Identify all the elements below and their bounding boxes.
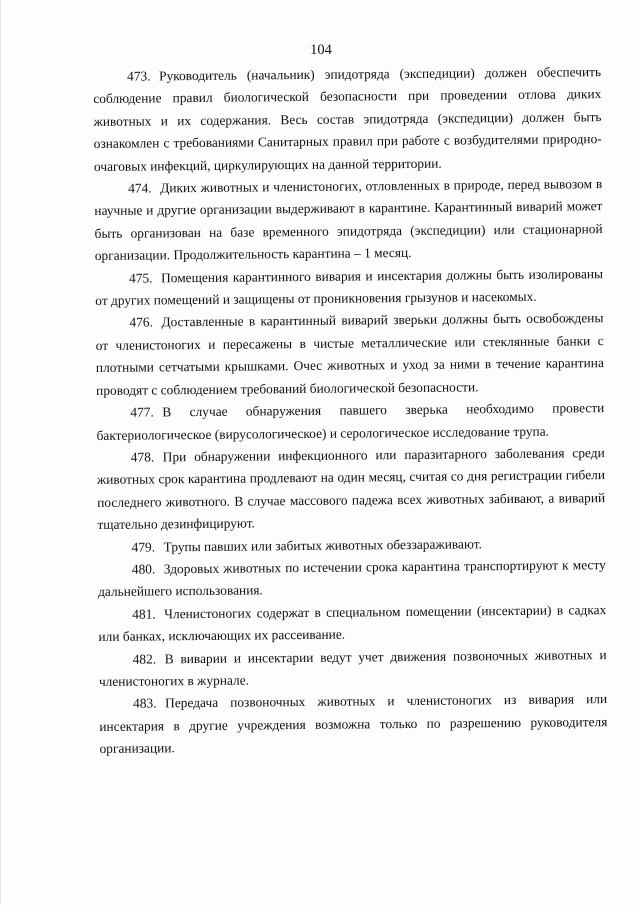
paragraph-text: Трупы павших или забитых животных обеззараживают. xyxy=(163,535,482,554)
paragraph-number: 481. xyxy=(132,606,156,622)
paragraph-number: 478. xyxy=(130,449,155,465)
paragraph-482 xyxy=(99,644,607,694)
paragraph-478 xyxy=(97,442,606,536)
paragraph-number: 482. xyxy=(132,650,157,667)
paragraph-475 xyxy=(95,263,603,313)
paragraph-number: 483. xyxy=(133,695,157,712)
page-number: 104 xyxy=(310,42,332,58)
paragraph-483 xyxy=(99,688,608,760)
paragraph-text: При обнаружении инфекционного или паразитарного заболевания среди животных срок карантина продлевают на один месяц, считая со дня регистрации гибели последнего животного. В случае массового падежа всех животных забивают, а виварий тщательно дезинфицируют. xyxy=(96,445,606,533)
paragraph-476 xyxy=(95,308,604,402)
document-body xyxy=(93,61,608,760)
paragraph-473 xyxy=(93,61,602,178)
paragraph-text: Диких животных и членистоногих, отловленных в природе, перед вывозом в научные и другие организации выдерживают в карантине. Карантинный виварий может быть организован на базе временного эпидотряда (экспедиции) или стационарной организации. Продолжительность карантина – 1 месяц. xyxy=(94,176,603,264)
paragraph-number: 473. xyxy=(127,68,151,84)
paragraph-number: 475. xyxy=(128,270,153,286)
paragraph-477 xyxy=(96,397,604,447)
paragraph-474 xyxy=(94,173,603,267)
paragraph-481 xyxy=(98,599,606,649)
paragraph-number: 480. xyxy=(131,561,156,577)
paragraph-480 xyxy=(98,554,606,604)
paragraph-number: 474. xyxy=(128,180,152,196)
paragraph-text: Членистоногих содержат в специальном помещении (инсектарии) в садках или банках, исключающих их рассеивание. xyxy=(98,601,607,645)
paragraph-text: Здоровых животных по истечении срока карантина транспортируют к месту дальнейшего использования. xyxy=(97,557,606,600)
paragraph-text: Доставленные в карантинный виварий зверьки должны быть освобождены от членистоногих и пересажены в чистые металлические или стеклянные банки с плотными сетчатыми крышками. Очес животных и уход за ними в течение карантина проводят с соблюдением требований биологической безопасности. xyxy=(95,310,604,398)
paragraph-text: Помещения карантинного вивария и инсектария должны быть изолированы от других помещений и защищены от проникновения грызунов и насекомых. xyxy=(95,265,604,309)
paragraph-number: 476. xyxy=(129,314,153,331)
paragraph-text: В виварии и инсектарии ведут учет движения позвоночных животных и членистоногих в журнале. xyxy=(98,646,607,689)
paragraph-text: Руководитель (начальник) эпидотряда (экспедиции) должен обеспечить соблюдение правил биологической безопасности при проведении отлова диких животных и их содержания. Весь состав эпидотряда (экспедиции) должен быть ознакомлен с требованиями Санитарных правил при работе с возбудителями природно-очаговых инфекций, циркулирующих на данной территории. xyxy=(93,64,602,174)
paragraph-text: Передача позвоночных животных и членистоногих из вивария или инсектария в другие учреждения возможна только по разрешению руководителя организации. xyxy=(99,691,608,757)
paragraph-number: 477. xyxy=(130,404,154,420)
paragraph-number: 479. xyxy=(131,538,156,555)
paragraph-text: В случае обнаружения павшего зверька необходимо провести бактериологическое (вирусологическое) и серологическое исследование трупа. xyxy=(96,400,605,443)
